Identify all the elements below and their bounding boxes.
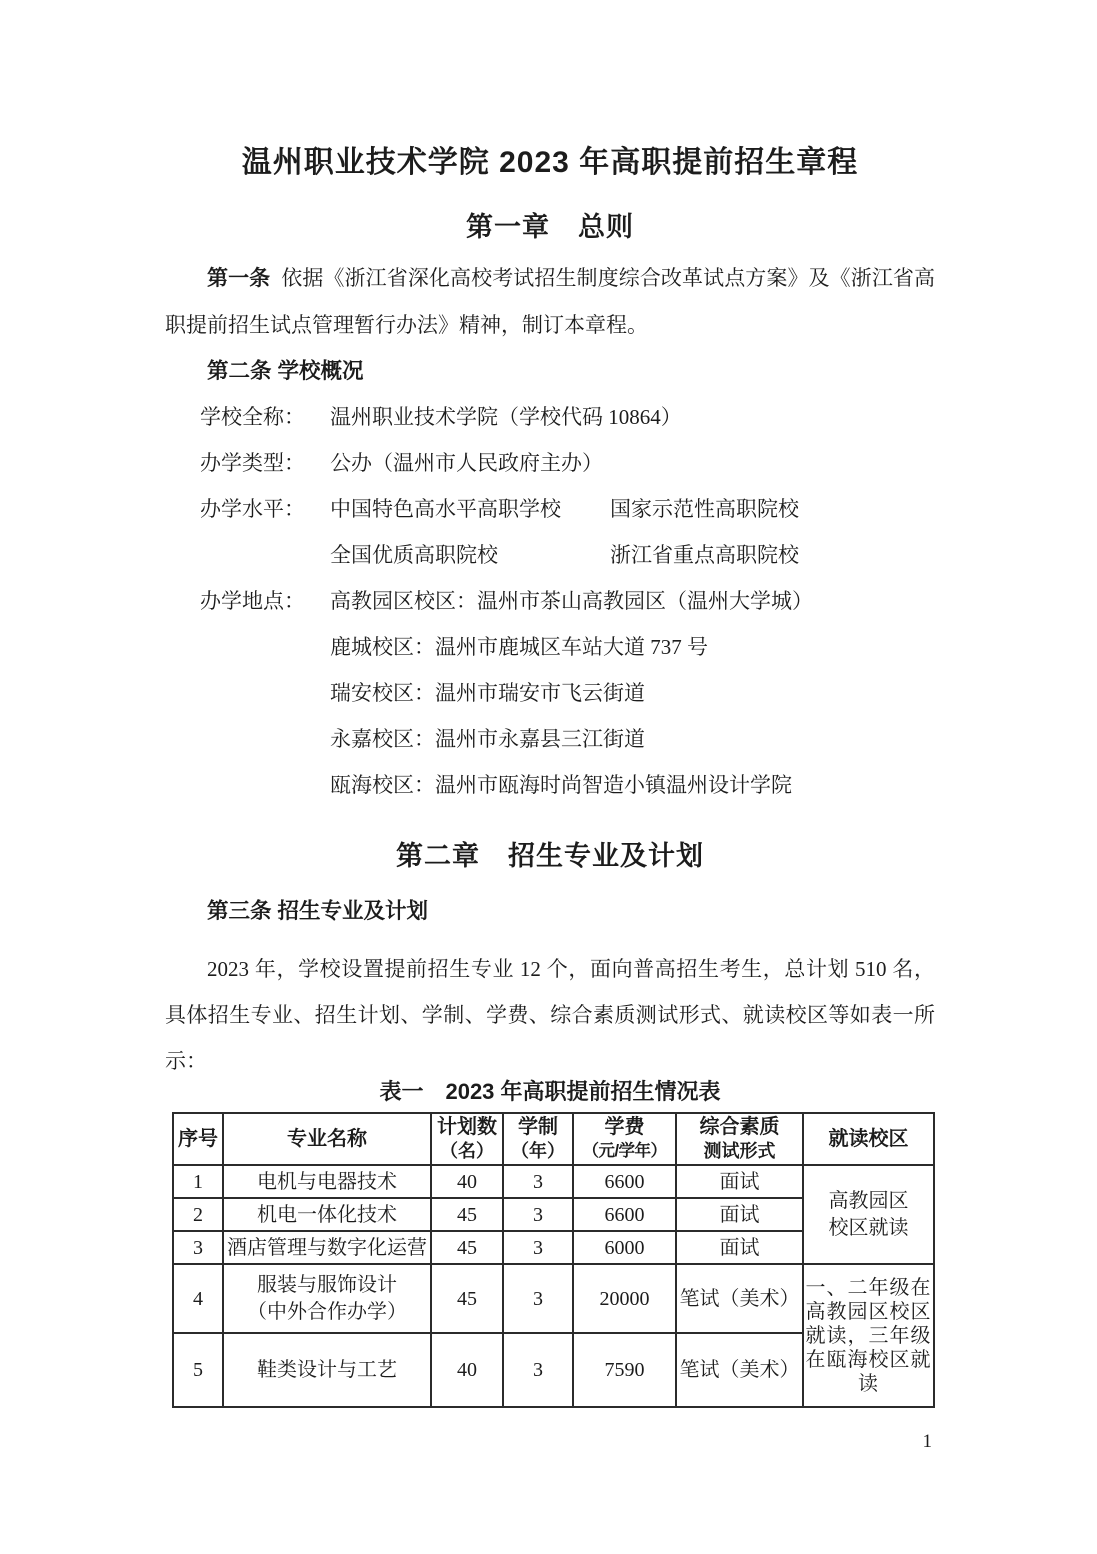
info-value-type: 公办（温州市人民政府主办） — [330, 451, 603, 475]
article-1-paragraph — [165, 255, 935, 348]
cell-no: 1 — [173, 1165, 223, 1198]
table-row — [173, 1165, 934, 1198]
admission-table — [172, 1112, 935, 1408]
cell-plan: 45 — [431, 1198, 503, 1231]
info-label-empty — [200, 716, 330, 762]
info-row-location-5 — [165, 762, 935, 808]
info-location-4: 永嘉校区：温州市永嘉县三江街道 — [330, 727, 645, 751]
cell-years: 3 — [503, 1231, 573, 1264]
cell-test: 笔试（美术） — [676, 1264, 803, 1333]
info-label-empty — [200, 532, 330, 578]
cell-years: 3 — [503, 1264, 573, 1333]
cell-test: 笔试（美术） — [676, 1333, 803, 1407]
cell-fee: 7590 — [573, 1333, 676, 1407]
cell-plan: 45 — [431, 1231, 503, 1264]
cell-no: 4 — [173, 1264, 223, 1333]
cell-years: 3 — [503, 1333, 573, 1407]
cell-years: 3 — [503, 1165, 573, 1198]
info-label-empty — [200, 624, 330, 670]
article-2-heading: 第二条 学校概况 — [207, 359, 364, 383]
info-row-location-1 — [165, 578, 935, 624]
cell-plan: 40 — [431, 1165, 503, 1198]
info-location-3: 瑞安校区：温州市瑞安市飞云街道 — [330, 681, 645, 705]
header-cell-major: 专业名称 — [223, 1113, 431, 1165]
page-number: 1 — [922, 1431, 932, 1452]
cell-major: 鞋类设计与工艺 — [223, 1333, 431, 1407]
info-level-item-4: 浙江省重点高职院校 — [610, 543, 799, 567]
article-1-label: 第一条 — [207, 267, 271, 290]
cell-fee: 20000 — [573, 1264, 676, 1333]
info-level-item-2: 国家示范性高职院校 — [610, 497, 799, 521]
cell-test: 面试 — [676, 1198, 803, 1231]
info-label-level: 办学水平： — [200, 497, 305, 521]
info-label-empty — [200, 762, 330, 808]
header-cell-test: 综合素质 测试形式 — [676, 1113, 803, 1165]
chapter-2-heading: 第二章 招生专业及计划 — [396, 841, 704, 871]
info-row-level-2 — [165, 532, 935, 578]
info-row-location-4 — [165, 716, 935, 762]
cell-fee: 6600 — [573, 1198, 676, 1231]
cell-major: 酒店管理与数字化运营 — [223, 1231, 431, 1264]
info-row-level-1 — [165, 486, 935, 532]
info-row-location-3 — [165, 670, 935, 716]
info-label-full-name: 学校全称： — [200, 405, 305, 429]
chapter-1-heading: 第一章 总则 — [466, 212, 634, 242]
info-label-type: 办学类型： — [200, 451, 305, 475]
document-content — [165, 143, 935, 1408]
table-caption: 表一 2023 年高职提前招生情况表 — [379, 1079, 721, 1104]
header-cell-campus: 就读校区 — [803, 1113, 934, 1165]
cell-fee: 6000 — [573, 1231, 676, 1264]
cell-years: 3 — [503, 1198, 573, 1231]
cell-major: 机电一体化技术 — [223, 1198, 431, 1231]
info-location-2: 鹿城校区：温州市鹿城区车站大道 737 号 — [330, 635, 708, 659]
cell-major: 服装与服饰设计 （中外合作办学） — [223, 1264, 431, 1333]
cell-test: 面试 — [676, 1231, 803, 1264]
article-1-text: 依据《浙江省深化高校考试招生制度综合改革试点方案》及《浙江省高职提前招生试点管理暂行办法》精神，制订本章程。 — [165, 266, 936, 337]
cell-fee: 6600 — [573, 1165, 676, 1198]
cell-campus-rows-1-3: 高教园区 校区就读 — [803, 1165, 934, 1264]
cell-campus-rows-4-5: 一、二年级在高教园区校区就读，三年级在瓯海校区就读 — [803, 1264, 934, 1407]
info-value-full-name: 温州职业技术学院（学校代码 10864） — [330, 405, 682, 429]
info-label-location: 办学地点： — [200, 589, 305, 613]
header-cell-plan: 计划数 （名） — [431, 1113, 503, 1165]
header-cell-fee: 学费 （元/学年） — [573, 1113, 676, 1165]
cell-plan: 40 — [431, 1333, 503, 1407]
info-location-1: 高教园区校区：温州市茶山高教园区（温州大学城） — [330, 589, 813, 613]
info-level-item-3: 全国优质高职院校 — [330, 543, 498, 567]
cell-major: 电机与电器技术 — [223, 1165, 431, 1198]
info-level-item-1: 中国特色高水平高职学校 — [330, 497, 561, 521]
cell-plan: 45 — [431, 1264, 503, 1333]
document-title: 温州职业技术学院 2023 年高职提前招生章程 — [241, 146, 859, 179]
cell-no: 3 — [173, 1231, 223, 1264]
header-cell-years: 学制 （年） — [503, 1113, 573, 1165]
info-row-full-name — [165, 394, 935, 440]
intro-paragraph: 2023 年，学校设置提前招生专业 12 个，面向普高招生考生，总计划 510 名，具体招生专业、招生计划、学制、学费、综合素质测试形式、就读校区等如表一所示： — [165, 957, 935, 1073]
article-3-heading: 第三条 招生专业及计划 — [207, 899, 428, 923]
info-location-5: 瓯海校区：温州市瓯海时尚智造小镇温州设计学院 — [330, 773, 792, 797]
info-row-location-2 — [165, 624, 935, 670]
table-header-row — [173, 1113, 934, 1165]
header-cell-no: 序号 — [173, 1113, 223, 1165]
table-row — [173, 1264, 934, 1333]
cell-no: 2 — [173, 1198, 223, 1231]
info-label-empty — [200, 670, 330, 716]
cell-test: 面试 — [676, 1165, 803, 1198]
info-row-type — [165, 440, 935, 486]
cell-no: 5 — [173, 1333, 223, 1407]
